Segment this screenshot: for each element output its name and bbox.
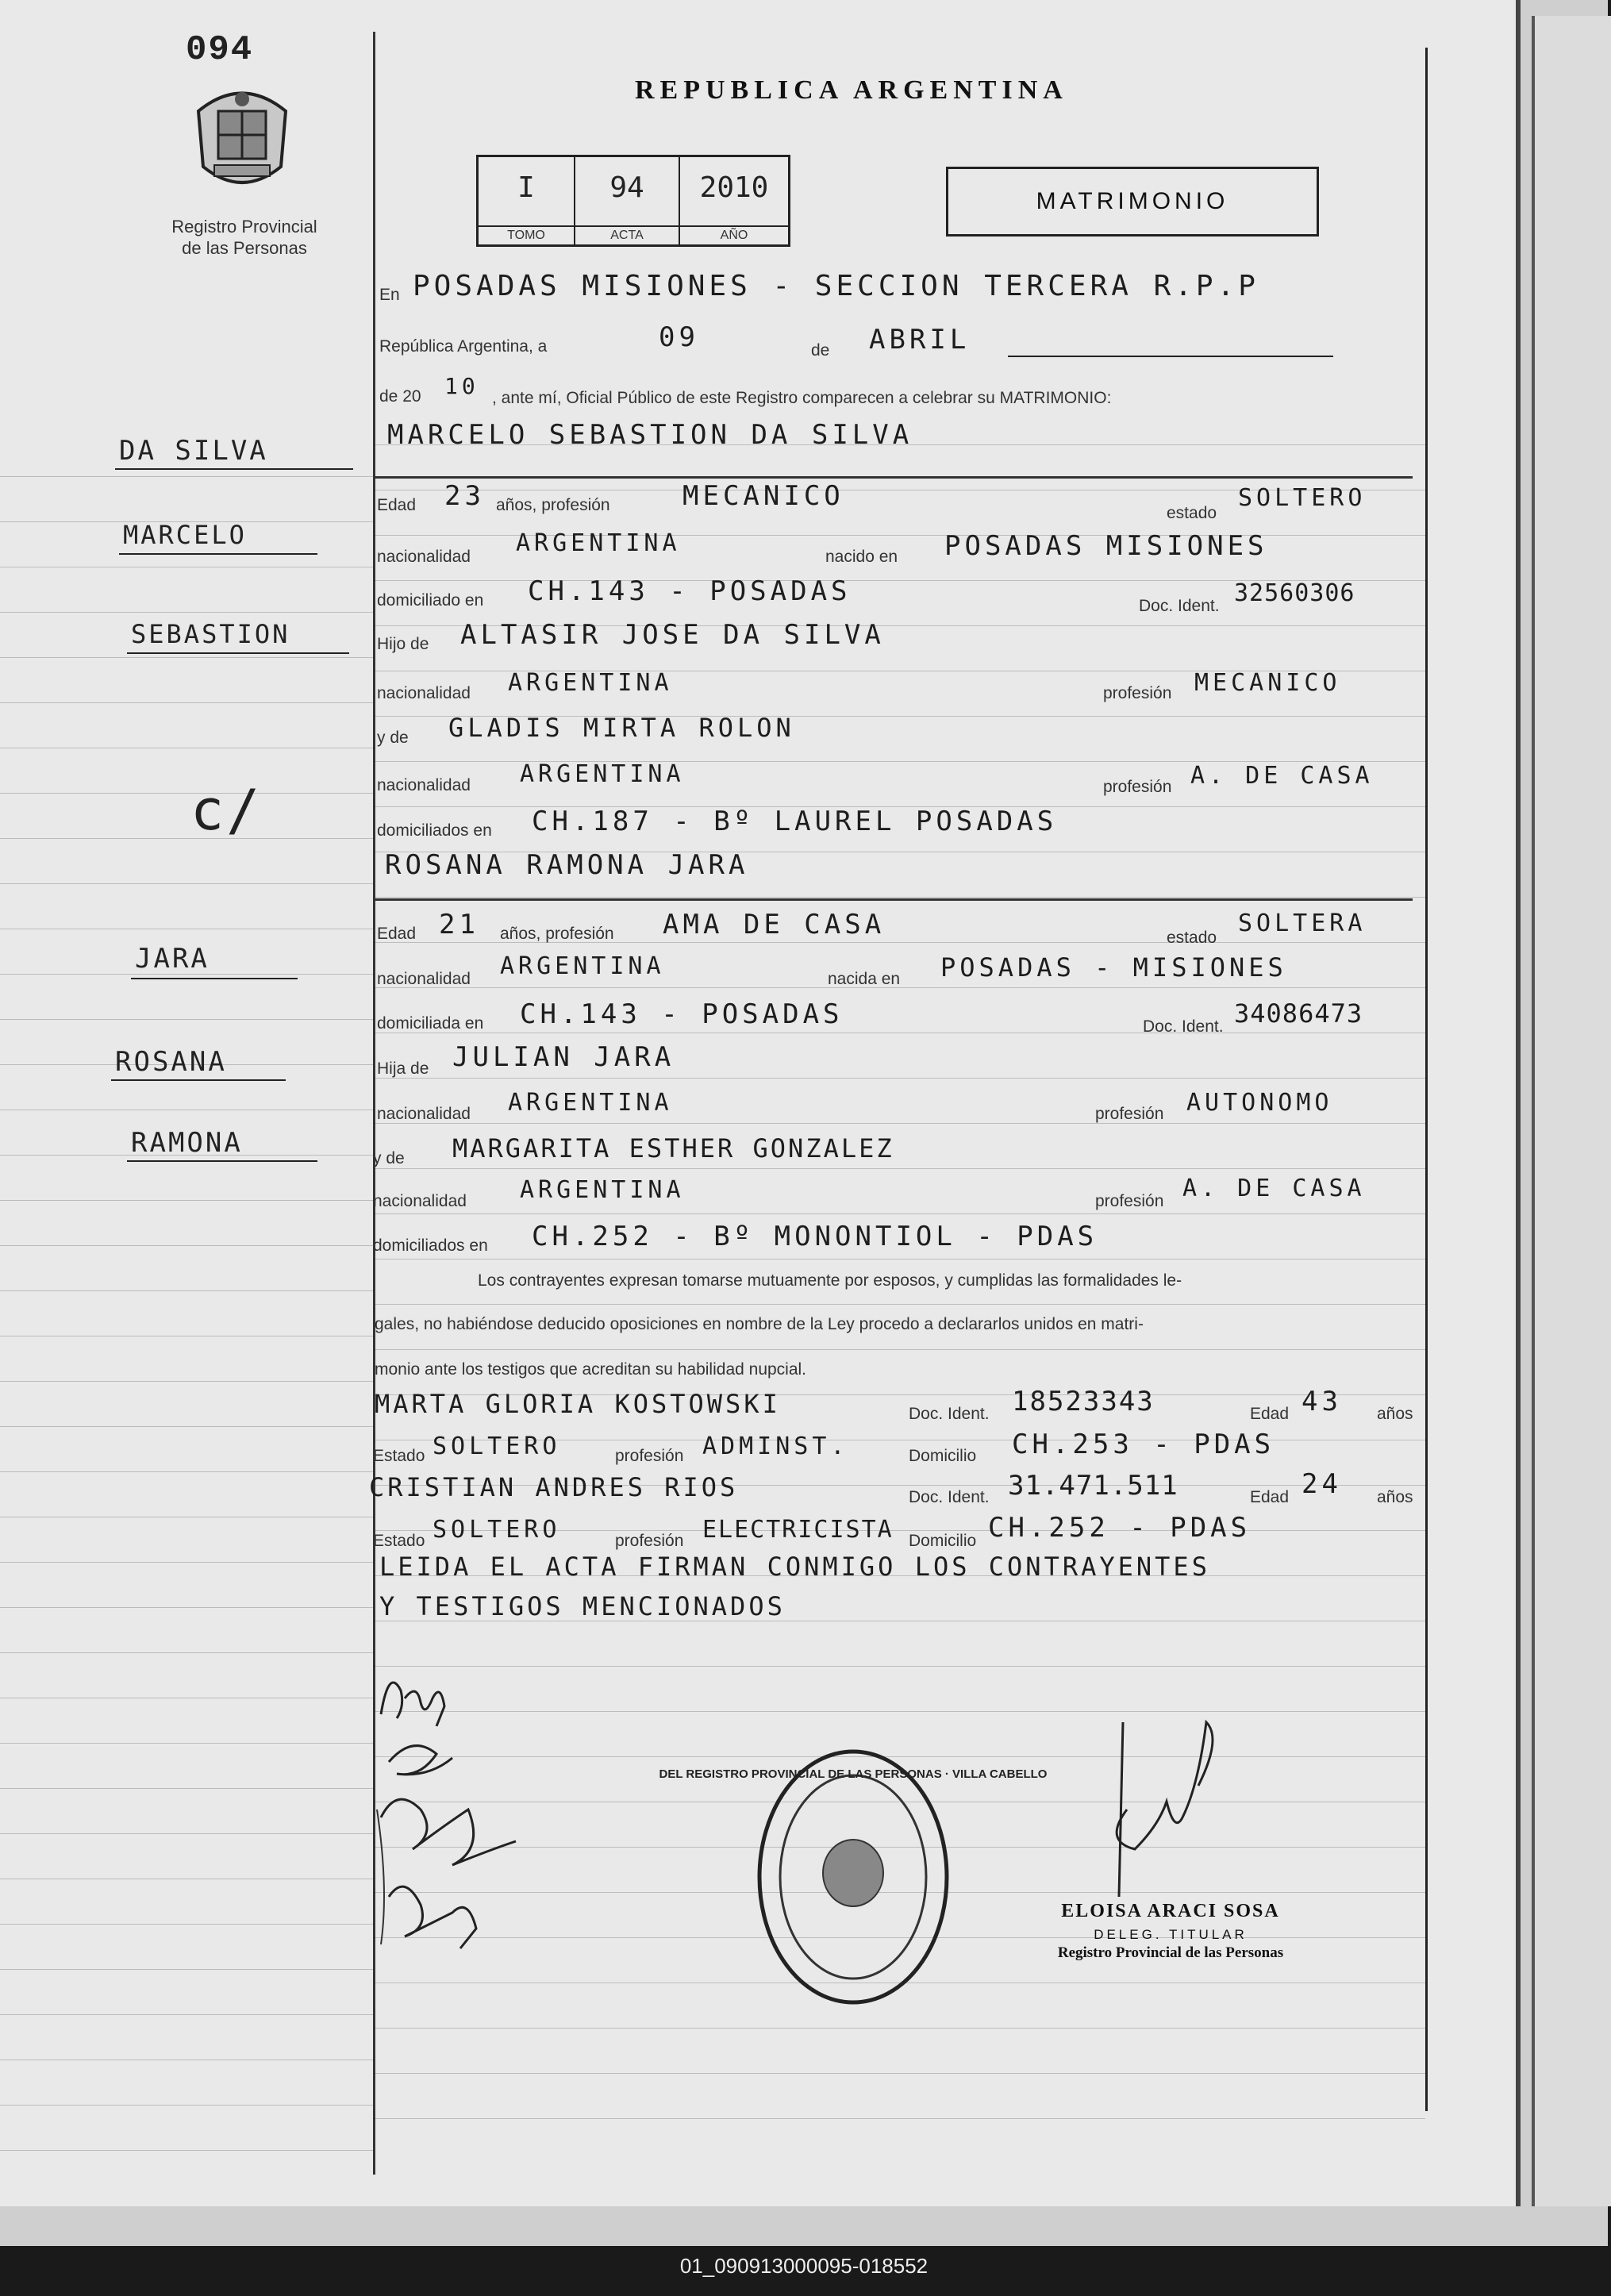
- year-suffix: 10: [444, 373, 479, 399]
- section-divider: [373, 898, 1413, 901]
- margin-bride-name-2: RAMONA: [131, 1127, 243, 1159]
- groom-mother-prof: A. DE CASA: [1190, 762, 1374, 790]
- witness2-dom-label: Domicilio: [909, 1532, 977, 1550]
- groom-father: ALTASIR JOSE DA SILVA: [460, 619, 885, 651]
- margin-rule: [0, 1381, 373, 1382]
- intro-statement: , ante mí, Oficial Público de este Registro comparecen a celebrar su MATRIMONIO:: [492, 389, 1112, 407]
- next-page-edge: [1532, 16, 1611, 2206]
- witness1-address: CH.253 - PDAS: [1012, 1429, 1275, 1460]
- margin-rule: [0, 476, 373, 477]
- margin-underline: [131, 978, 298, 979]
- section-divider: [373, 476, 1413, 479]
- margin-rule: [0, 838, 373, 839]
- bride-estado: SOLTERA: [1238, 910, 1367, 937]
- bride-father-prof-label: profesión: [1095, 1105, 1164, 1123]
- registry-caption: Registro Provincial de las Personas: [171, 217, 317, 258]
- margin-rule: [0, 2014, 373, 2015]
- bride-father-label: Hija de: [377, 1060, 429, 1078]
- bride-father-prof: AUTONOMO: [1186, 1089, 1333, 1117]
- witness2-estado-label: Estado: [373, 1532, 425, 1550]
- groom-nationality: ARGENTINA: [516, 529, 681, 557]
- witness2-doc-label: Doc. Ident.: [909, 1488, 990, 1506]
- republica-label: República Argentina, a: [379, 337, 548, 356]
- margin-rule: [0, 657, 373, 658]
- official-name: ELOISA ARACI SOSA: [1061, 1901, 1280, 1921]
- bride-profesion-label: años, profesión: [500, 925, 614, 943]
- closing-line-1: LEIDA EL ACTA FIRMAN CONMIGO LOS CONTRAYENTES: [379, 1552, 1210, 1582]
- witness1-doc-label: Doc. Ident.: [909, 1405, 990, 1423]
- date-underline: [1008, 356, 1333, 357]
- witness2-doc: 31.471.511: [1008, 1470, 1178, 1502]
- margin-rule: [0, 1200, 373, 1201]
- margin-rule: [0, 2059, 373, 2060]
- witness2-edad-label: Edad: [1250, 1488, 1290, 1506]
- witness1-estado: SOLTERO: [433, 1433, 561, 1460]
- groom-edad-label: Edad: [377, 496, 417, 514]
- bride-mother-nat-label: nacionalidad: [373, 1192, 467, 1210]
- margin-rule: [0, 1471, 373, 1472]
- margin-rule: [0, 1019, 373, 1020]
- margin-rule: [0, 1290, 373, 1291]
- groom-nat-label: nacionalidad: [377, 548, 471, 566]
- bride-estado-label: estado: [1167, 929, 1217, 947]
- bride-full-name: ROSANA RAMONA JARA: [385, 849, 749, 881]
- bride-mother: MARGARITA ESTHER GONZALEZ: [452, 1133, 894, 1163]
- witness1-dom-label: Domicilio: [909, 1447, 977, 1465]
- margin-underline: [127, 1160, 317, 1162]
- margin-groom-surname: DA SILVA: [119, 435, 268, 467]
- margin-connector: c/: [190, 778, 263, 843]
- bride-nacida-label: nacida en: [828, 970, 901, 988]
- margin-rule: [0, 1607, 373, 1608]
- margin-rule: [0, 2150, 373, 2151]
- bride-mother-prof: A. DE CASA: [1182, 1175, 1366, 1202]
- month-field: ABRIL: [869, 324, 971, 356]
- tomo-label: TOMO: [479, 225, 574, 244]
- acta-value: 94: [609, 171, 644, 204]
- margin-underline: [115, 468, 353, 470]
- bride-profession: AMA DE CASA: [663, 909, 886, 940]
- margin-rule: [0, 793, 373, 794]
- witness1-doc: 18523343: [1012, 1386, 1155, 1417]
- bride-nat-label: nacionalidad: [377, 970, 471, 988]
- declaration-line-3: monio ante los testigos que acreditan su habilidad nupcial.: [375, 1360, 807, 1379]
- day-field: 09: [659, 321, 699, 353]
- margin-bride-surname: JARA: [135, 943, 210, 975]
- groom-father-prof-label: profesión: [1103, 684, 1172, 702]
- year-value: 2010: [699, 171, 769, 204]
- margin-rule: [0, 1833, 373, 1834]
- groom-father-nat-label: nacionalidad: [377, 684, 471, 702]
- acta-number-box: [476, 155, 790, 247]
- declaration-line-2: gales, no habiéndose deducido oposiciones en nombre de la Ley procedo a declararlos unidos en matri-: [375, 1315, 1144, 1333]
- margin-groom-name-1: MARCELO: [123, 520, 247, 550]
- party-signatures-icon: [365, 1730, 548, 1968]
- form-rule: [373, 1168, 1425, 1169]
- form-rule: [373, 1123, 1425, 1124]
- record-type-box: MATRIMONIO: [946, 167, 1319, 237]
- groom-mother-nat: ARGENTINA: [520, 760, 685, 788]
- groom-birthplace: POSADAS MISIONES: [944, 530, 1268, 562]
- groom-estado: SOLTERO: [1238, 484, 1367, 512]
- en-label: En: [379, 286, 400, 304]
- witness2-name: CRISTIAN ANDRES RIOS: [369, 1472, 739, 1502]
- official-stamp-icon: [659, 1746, 1048, 2008]
- bride-nationality: ARGENTINA: [500, 952, 665, 980]
- margin-rule: [0, 2105, 373, 2106]
- witness1-prof-label: profesión: [615, 1447, 684, 1465]
- bride-age: 21: [439, 909, 479, 940]
- margin-rule: [0, 1562, 373, 1563]
- groom-nacido-label: nacido en: [825, 548, 898, 566]
- year-label: AÑO: [680, 225, 788, 244]
- bride-doc-label: Doc. Ident.: [1143, 1017, 1224, 1036]
- margin-rule: [0, 1969, 373, 1970]
- bride-father-nat: ARGENTINA: [508, 1089, 673, 1117]
- bride-father: JULIAN JARA: [452, 1041, 675, 1073]
- margin-underline: [111, 1079, 286, 1081]
- page-number: 094: [186, 30, 254, 70]
- bride-birthplace: POSADAS - MISIONES: [940, 952, 1287, 983]
- closing-line-2: Y TESTIGOS MENCIONADOS: [379, 1591, 786, 1621]
- bride-parents-addr-label: domiciliados en: [373, 1236, 488, 1255]
- form-rule: [373, 1078, 1425, 1079]
- groom-mother-label: y de: [377, 729, 409, 747]
- groom-address: CH.143 - POSADAS: [528, 575, 852, 607]
- bride-address: CH.143 - POSADAS: [520, 998, 844, 1030]
- bride-doc: 34086473: [1234, 998, 1363, 1029]
- margin-rule: [0, 1743, 373, 1744]
- witness1-age: 43: [1301, 1386, 1342, 1417]
- bride-father-nat-label: nacionalidad: [377, 1105, 471, 1123]
- groom-estado-label: estado: [1167, 504, 1217, 522]
- groom-parents-addr: CH.187 - Bº LAUREL POSADAS: [532, 806, 1058, 837]
- form-rule: [373, 2118, 1425, 2119]
- place-field: POSADAS MISIONES - SECCION TERCERA R.P.P: [413, 270, 1259, 302]
- year-prefix: de 20: [379, 387, 421, 406]
- form-rule: [373, 1213, 1425, 1214]
- groom-mother: GLADIS MIRTA ROLON: [448, 713, 795, 743]
- official-block: [1024, 1901, 1317, 1962]
- scan-id-footer: 01_090913000095-018552: [679, 2254, 929, 2278]
- stamp-text: DEL REGISTRO PROVINCIAL DE LAS PERSONAS · VILLA CABELLO: [659, 1767, 1048, 1781]
- groom-doc-label: Doc. Ident.: [1139, 597, 1220, 615]
- form-rule: [373, 2073, 1425, 2074]
- groom-full-name: MARCELO SEBASTION DA SILVA: [387, 419, 913, 451]
- margin-groom-name-2: SEBASTION: [131, 619, 290, 649]
- witness1-profession: ADMINST.: [702, 1433, 849, 1460]
- margin-rule: [0, 1426, 373, 1427]
- witness2-profession: ELECTRICISTA: [702, 1516, 894, 1544]
- page-border-line: [1425, 48, 1428, 2111]
- groom-father-label: Hijo de: [377, 635, 429, 653]
- witness1-name: MARTA GLORIA KOSTOWSKI: [375, 1389, 781, 1419]
- witness1-anos-label: años: [1377, 1405, 1413, 1423]
- groom-mother-nat-label: nacionalidad: [377, 776, 471, 794]
- margin-rule: [0, 1652, 373, 1653]
- witness2-anos-label: años: [1377, 1488, 1413, 1506]
- official-signature-icon: [1087, 1706, 1246, 1913]
- margin-rule: [0, 612, 373, 613]
- groom-doc: 32560306: [1234, 579, 1355, 607]
- form-rule: [373, 897, 1425, 898]
- groom-father-prof: MECANICO: [1194, 669, 1341, 697]
- margin-rule: [0, 1245, 373, 1246]
- groom-profesion-label: años, profesión: [496, 496, 610, 514]
- witness2-age: 24: [1301, 1468, 1342, 1500]
- acta-label: ACTA: [575, 225, 679, 244]
- margin-underline: [127, 652, 349, 654]
- groom-mother-prof-label: profesión: [1103, 778, 1172, 796]
- bride-parents-addr: CH.252 - Bº MONONTIOL - PDAS: [532, 1221, 1098, 1252]
- margin-rule: [0, 1924, 373, 1925]
- margin-rule: [0, 1788, 373, 1789]
- bride-dom-label: domiciliada en: [377, 1014, 484, 1033]
- official-institution: Registro Provincial de las Personas: [1057, 1944, 1284, 1961]
- official-title: DELEG. TITULAR: [1094, 1927, 1248, 1942]
- form-rule: [373, 2028, 1425, 2029]
- groom-parents-addr-label: domiciliados en: [377, 821, 492, 840]
- witness1-edad-label: Edad: [1250, 1405, 1290, 1423]
- provincial-seal-icon: [183, 79, 302, 198]
- witness1-estado-label: Estado: [373, 1447, 425, 1465]
- margin-bride-name-1: ROSANA: [115, 1046, 227, 1078]
- declaration-line-1: Los contrayentes expresan tomarse mutuamente por esposos, y cumplidas las formalidades le-: [478, 1271, 1182, 1290]
- country-header: REPUBLICA ARGENTINA: [635, 75, 1068, 105]
- bride-mother-prof-label: profesión: [1095, 1192, 1164, 1210]
- margin-rule: [0, 702, 373, 703]
- groom-father-nat: ARGENTINA: [508, 669, 673, 697]
- witness2-address: CH.252 - PDAS: [988, 1512, 1252, 1544]
- witness2-estado: SOLTERO: [433, 1516, 561, 1544]
- margin-underline: [119, 553, 317, 555]
- bride-mother-label: y de: [373, 1149, 405, 1167]
- tomo-value: I: [517, 171, 535, 204]
- margin-rule: [0, 883, 373, 884]
- bride-mother-nat: ARGENTINA: [520, 1176, 685, 1204]
- signature-initials-icon: [373, 1659, 548, 1730]
- witness2-prof-label: profesión: [615, 1532, 684, 1550]
- groom-dom-label: domiciliado en: [377, 591, 484, 610]
- groom-profession: MECANICO: [682, 480, 844, 512]
- de-label: de: [811, 341, 830, 360]
- groom-age: 23: [444, 480, 485, 512]
- bride-edad-label: Edad: [377, 925, 417, 943]
